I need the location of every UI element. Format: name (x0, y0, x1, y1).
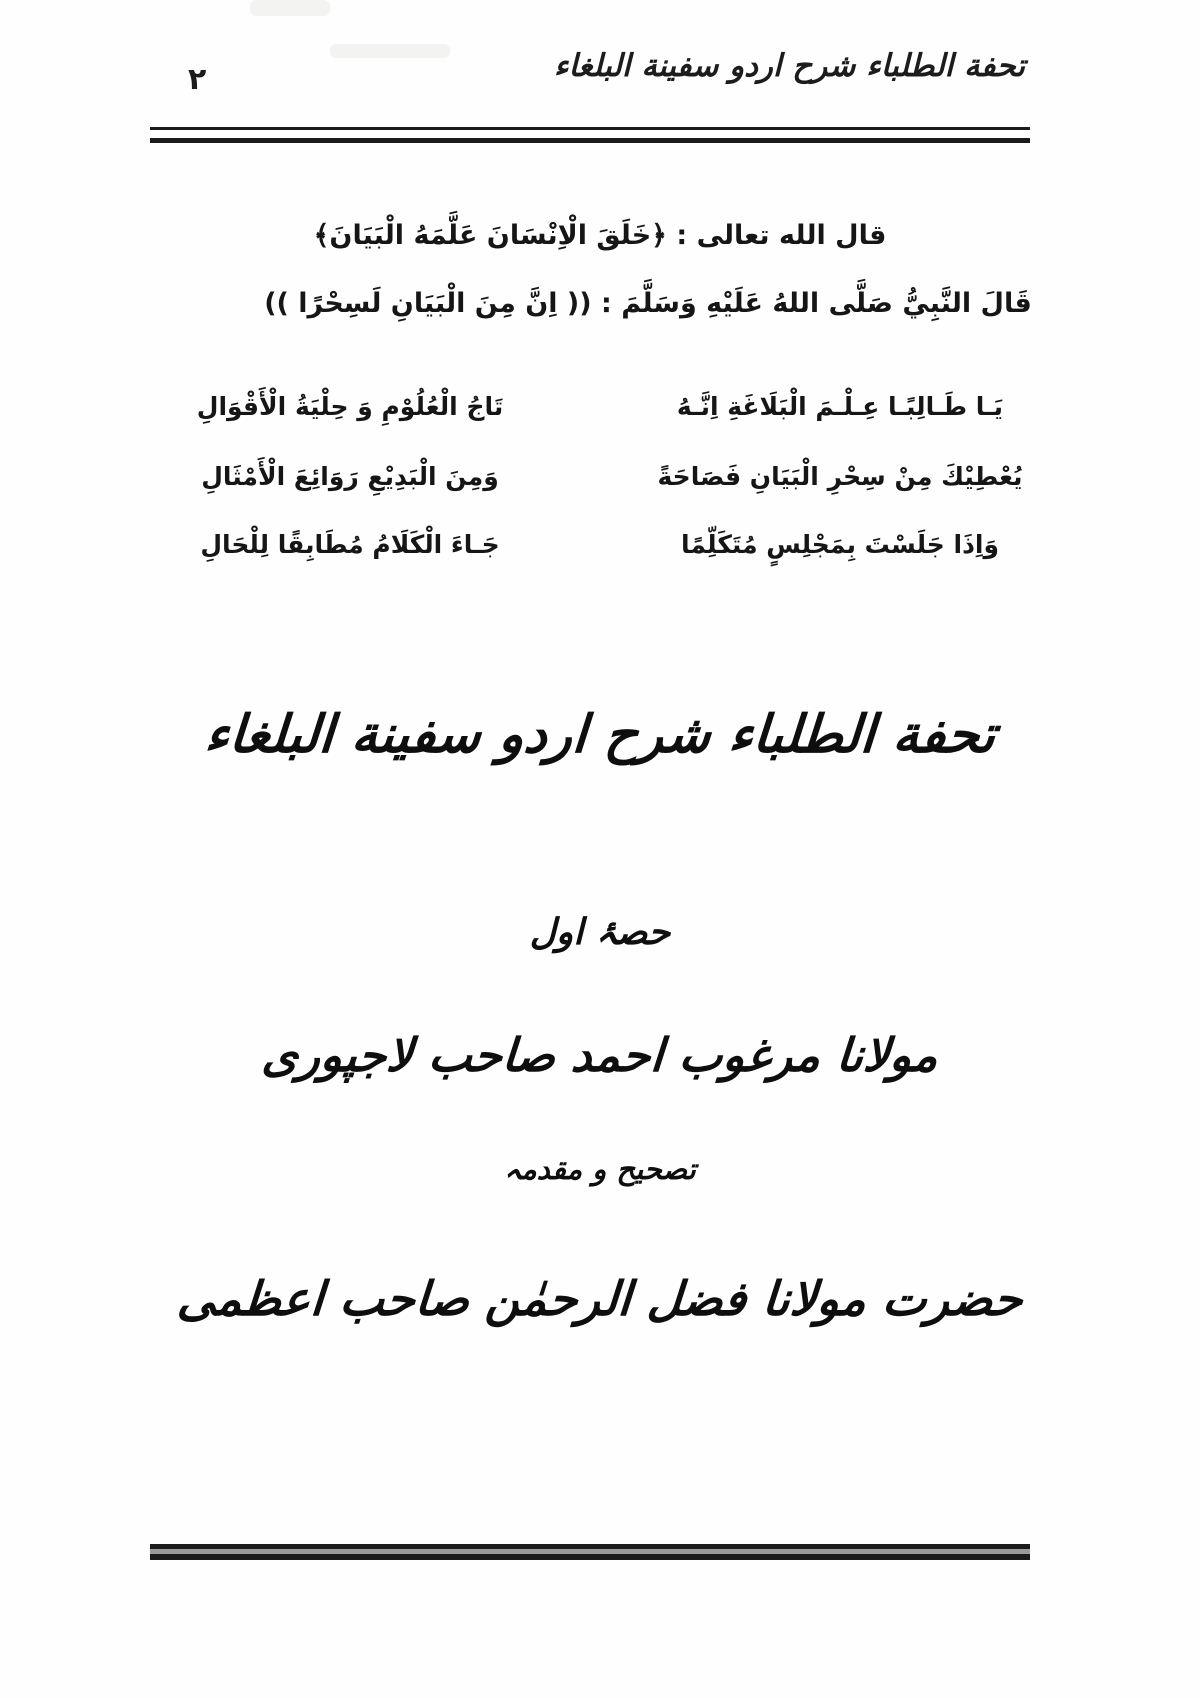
quran-quote-line (0, 220, 1200, 251)
verse-3-second-hemistich: جَـاءَ الْكَلَامُ مُطَابِقًا لِلْحَالِ (200, 530, 500, 559)
header-double-rule (150, 127, 1030, 143)
verse-2-first-hemistich: يُعْطِيْكَ مِنْ سِحْرِ الْبَيَانِ فَصَاحَةً (657, 462, 1023, 491)
verse-3-first-hemistich: وَاِذَا جَلَسْتَ بِمَجْلِسٍ مُتَكَلِّمًا (680, 530, 1000, 559)
editor-name: حضرت مولانا فضل الرحمٰن صاحب اعظمی (175, 1272, 1025, 1327)
scan-artifact (330, 44, 450, 58)
part-label: حصۂ اول (529, 912, 671, 953)
poem-verse-row (150, 392, 1050, 421)
footer-double-rule (150, 1544, 1030, 1560)
book-main-title: تحفة الطلباء شرح اردو سفينة البلغاء (202, 705, 998, 765)
hadith-quote-text: قَالَ النَّبِيُّ صَلَّى اللهُ عَلَيْهِ وَسَلَّمَ : (( اِنَّ مِنَ الْبَيَانِ لَسِحْرًا )) (264, 288, 1032, 319)
verse-2-second-hemistich: وَمِنَ الْبَدِيْعِ رَوَائِعَ الْأَمْثَالِ (201, 462, 499, 491)
page-number: ٢ (188, 62, 207, 97)
running-header-title: تحفة الطلباء شرح اردو سفينة البلغاء (553, 48, 1025, 84)
poem-verse-row (150, 530, 1050, 559)
scan-artifact (250, 0, 330, 16)
editor-role-label: تصحیح و مقدمہ (504, 1152, 696, 1186)
quran-quote-text: قال الله تعالى : ﴿خَلَقَ الْاِنْسَانَ عَلَّمَهُ الْبَيَانَ﴾ (313, 220, 887, 251)
hadith-quote-line (0, 288, 1200, 319)
verse-1-second-hemistich: تَاجُ الْعُلُوْمِ وَ حِلْيَةُ الْأَقْوَالِ (196, 392, 504, 421)
verse-1-first-hemistich: يَـا طَـالِبًـا عِـلْـمَ الْبَلَاغَةِ اِنَّـهُ (676, 392, 1004, 421)
author-name: مولانا مرغوب احمد صاحب لاجپوری (260, 1028, 940, 1082)
poem-verse-row (150, 462, 1050, 491)
